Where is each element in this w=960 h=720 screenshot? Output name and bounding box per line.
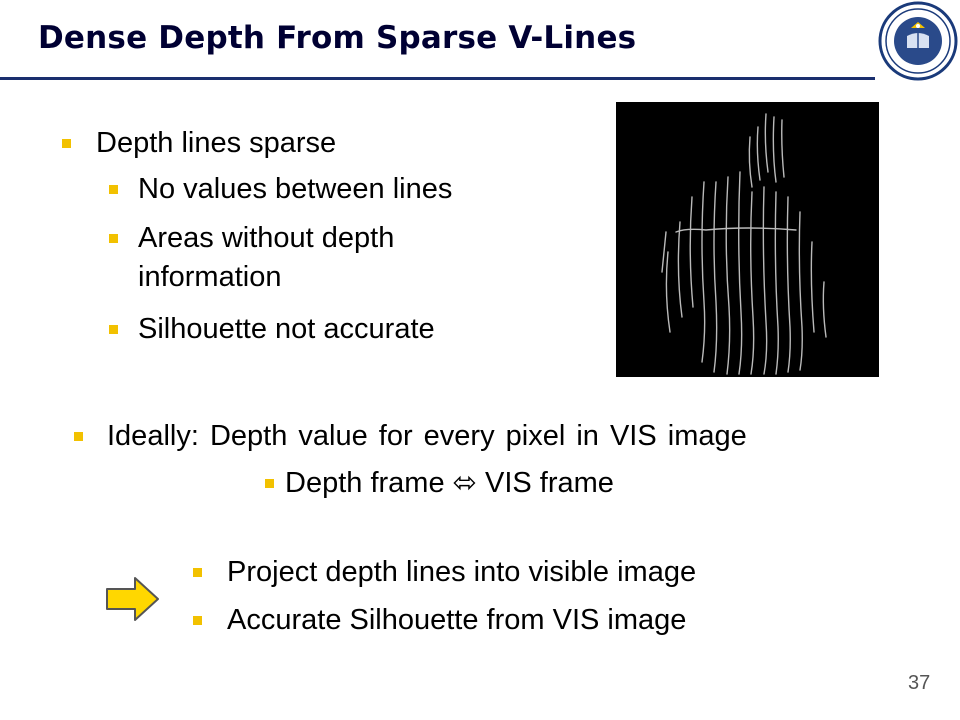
page-number: 37: [908, 672, 931, 694]
bullet-accurate-silhouette: Accurate Silhouette from VIS image: [227, 604, 687, 636]
bullet-marker: [109, 325, 118, 334]
bullet-marker: [109, 234, 118, 243]
bullet-depth-lines-sparse: Depth lines sparse: [96, 127, 337, 159]
university-seal-icon: [877, 0, 960, 82]
sub-bullet-areas-line2: information: [138, 261, 282, 293]
slide-title: Dense Depth From Sparse V-Lines: [38, 20, 637, 56]
title-divider: [0, 77, 875, 80]
right-arrow-icon: [105, 575, 161, 623]
bullet-marker: [74, 432, 83, 441]
depth-lines-image: [616, 102, 879, 377]
sub-bullet-no-values: No values between lines: [138, 173, 453, 205]
sub-bullet-frames: Depth frame ⬄ VIS frame: [285, 467, 614, 499]
sub-bullet-areas-line1: Areas without depth: [138, 222, 395, 254]
bullet-ideally: Ideally: Depth value for every pixel in VIS image: [107, 420, 747, 452]
bullet-marker: [109, 185, 118, 194]
bullet-marker: [62, 139, 71, 148]
bullet-marker: [193, 616, 202, 625]
bullet-marker: [193, 568, 202, 577]
sub-bullet-silhouette: Silhouette not accurate: [138, 313, 435, 345]
bullet-project-depth: Project depth lines into visible image: [227, 556, 697, 588]
bullet-marker: [265, 479, 274, 488]
